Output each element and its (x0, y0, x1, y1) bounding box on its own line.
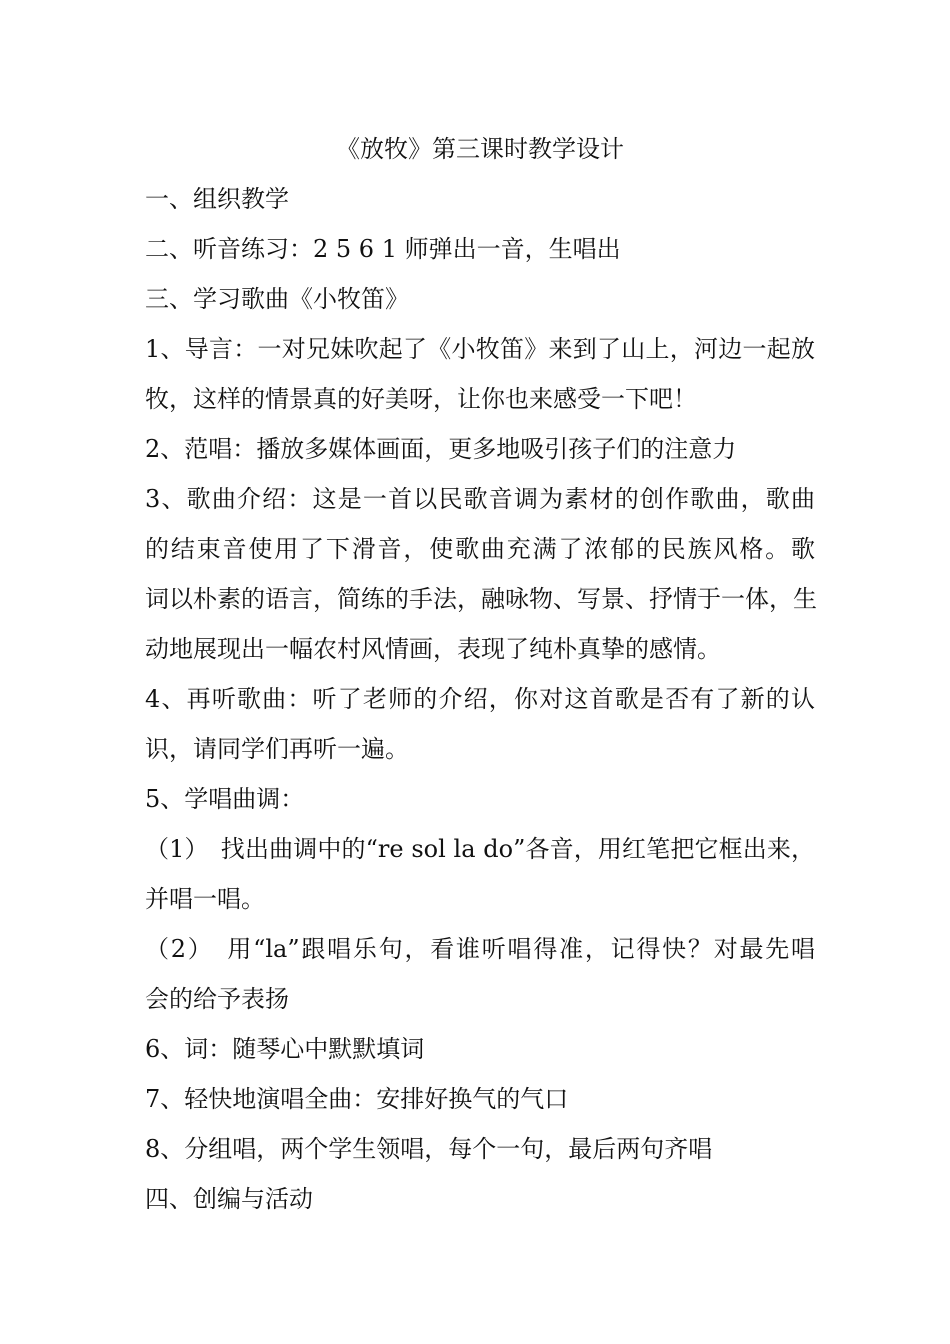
item-demo-singing: 2、范唱：播放多媒体画面，更多地吸引孩子们的注意力 (145, 435, 737, 463)
document-body (145, 124, 815, 1224)
item-song-intro-line-1: 3、歌曲介绍：这是一首以民歌音调为素材的创作歌曲，歌曲 (145, 485, 815, 513)
item-listen-again-line-2: 识，请同学们再听一遍。 (145, 735, 409, 763)
item-introduction-line-1: 1、导言：一对兄妹吹起了《小牧笛》来到了山上，河边一起放 (145, 335, 815, 363)
item-introduction-line-2: 牧，这样的情景真的好美呀，让你也来感受一下吧！ (145, 385, 697, 413)
item-song-intro-line-3: 词以朴素的语言，简练的手法，融咏物、写景、抒情于一体，生 (145, 585, 817, 613)
subitem-sing-la-line-1: （2） 用“la”跟唱乐句，看谁听唱得准，记得快？对最先唱 (145, 935, 815, 963)
subitem-sing-la-line-2: 会的给予表扬 (145, 985, 289, 1013)
item-listen-again-line-1: 4、再听歌曲：听了老师的介绍，你对这首歌是否有了新的认 (145, 685, 815, 713)
subitem-find-notes-line-1: （1） 找出曲调中的“re sol la do”各音，用红笔把它框出来， (145, 835, 815, 863)
subitem-find-notes-line-2: 并唱一唱。 (145, 885, 265, 913)
item-group-singing: 8、分组唱，两个学生领唱，每个一句，最后两句齐唱 (145, 1135, 713, 1163)
item-song-intro-line-2: 的结束音使用了下滑音，使歌曲充满了浓郁的民族风格。歌 (145, 535, 815, 563)
section-organize-teaching: 一、组织教学 (145, 185, 289, 213)
document-title: 《放牧》第三课时教学设计 (336, 135, 624, 163)
section-learn-song: 三、学习歌曲《小牧笛》 (145, 285, 409, 313)
item-song-intro-line-4: 动地展现出一幅农村风情画，表现了纯朴真挚的感情。 (145, 635, 721, 663)
section-listening-practice: 二、听音练习：2 5 6 1 师弹出一音，生唱出 (145, 235, 621, 263)
item-perform-song: 7、轻快地演唱全曲：安排好换气的气口 (145, 1085, 569, 1113)
section-creation-activity: 四、创编与活动 (145, 1185, 313, 1213)
item-lyrics: 6、词：随琴心中默默填词 (145, 1035, 425, 1063)
item-learn-melody: 5、学唱曲调： (145, 785, 305, 813)
